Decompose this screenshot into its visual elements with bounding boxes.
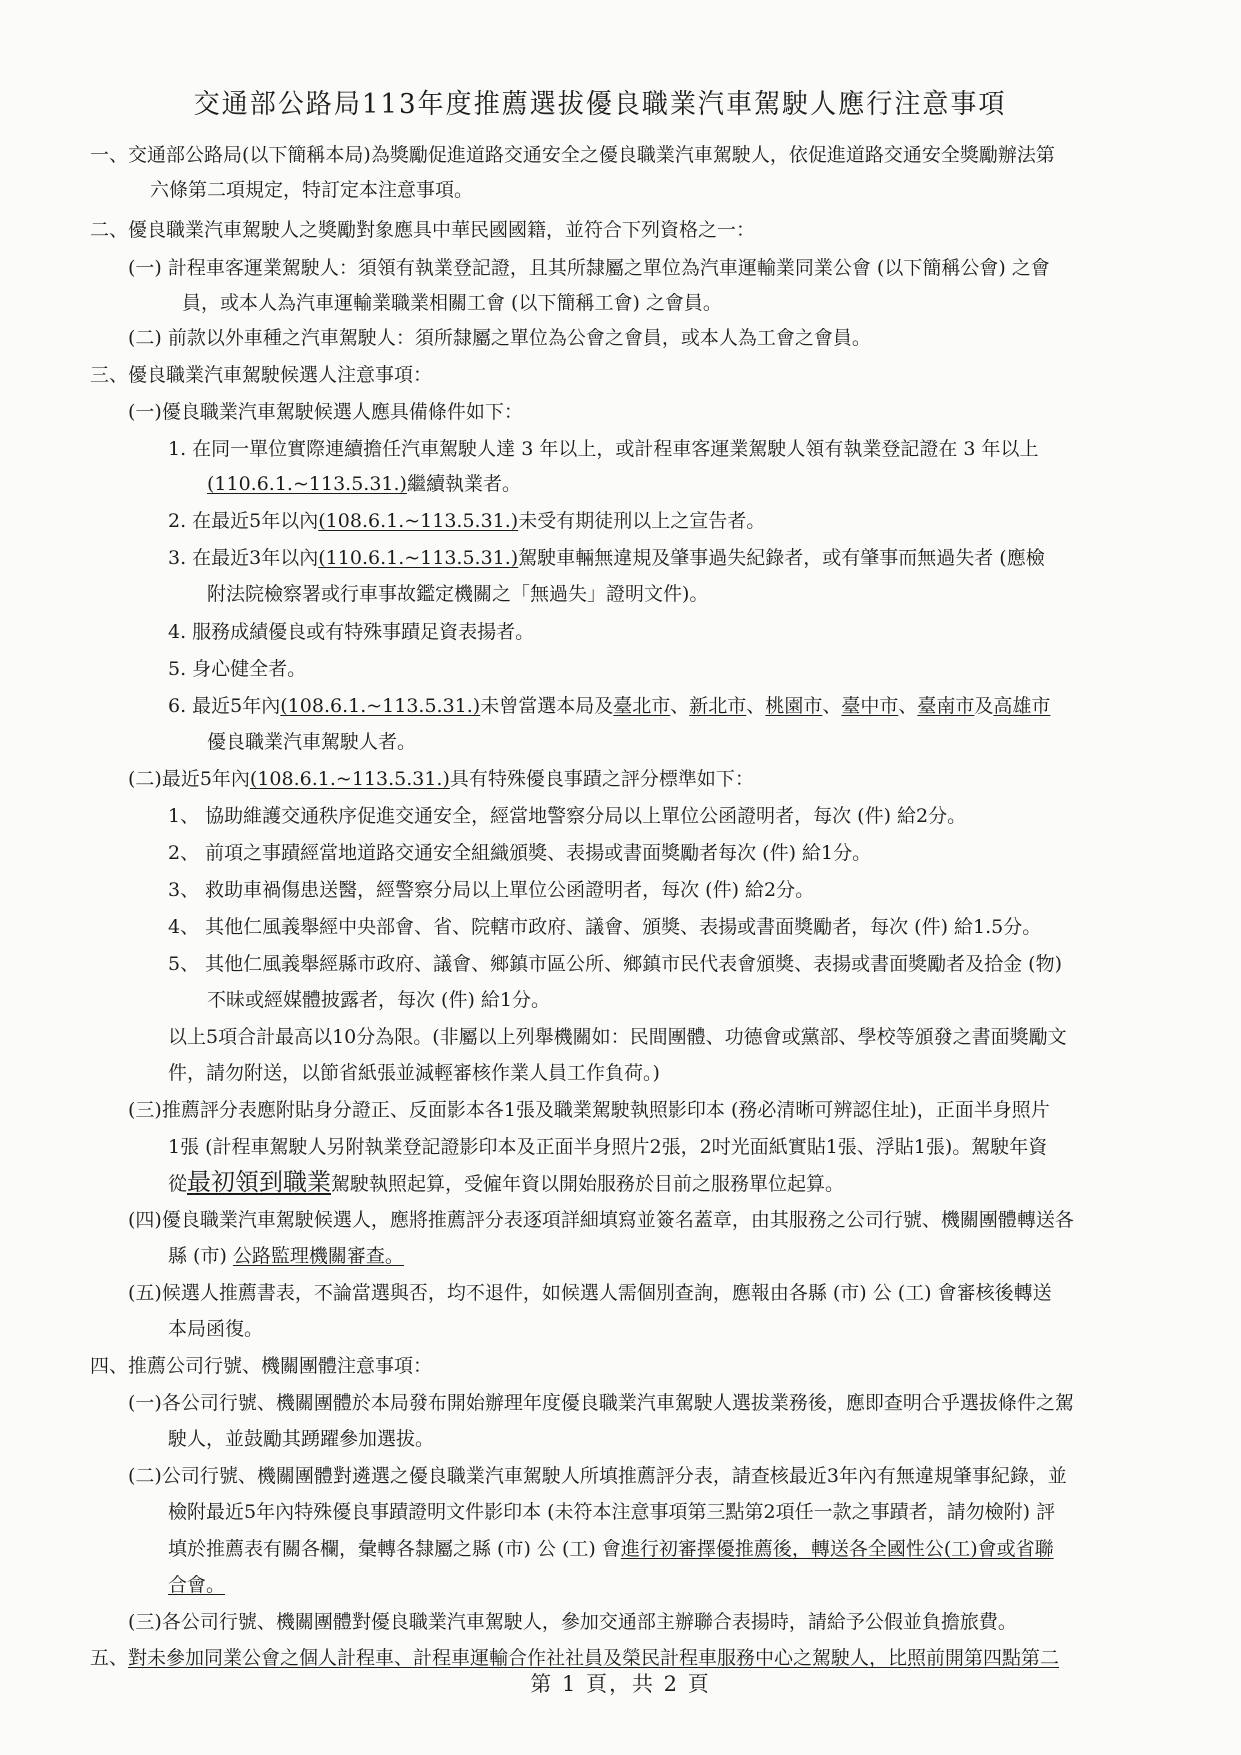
paragraph-line: (五)候選人推薦書表，不論當選與否，均不退件，如候選人需個別查詢，應報由各縣 (市) 公 (工) 會審核後轉送	[128, 1282, 1052, 1304]
paragraph-line: 1張 (計程車駕駛人另附執業登記證影印本及正面半身照片2張，2吋光面紙實貼1張、浮貼1張)。駕駛年資	[168, 1136, 1048, 1158]
paragraph-line: 六條第二項規定，特訂定本注意事項。	[150, 179, 474, 201]
paragraph-line: (一) 計程車客運業駕駛人：須領有執業登記證，且其所隸屬之單位為汽車運輸業同業公會 (以下簡稱公會) 之會	[128, 257, 1050, 279]
paragraph-line: 從最初領到職業駕駛執照起算，受僱年資以開始服務於目前之服務單位起算。	[168, 1168, 845, 1196]
paragraph-line: 縣 (市) 公路監理機關審查。	[168, 1245, 404, 1267]
paragraph-line: 檢附最近5年內特殊優良事蹟證明文件影印本 (未符本注意事項第三點第2項任一款之事蹟者，請勿檢附) 評	[168, 1501, 1056, 1523]
paragraph-line: 4. 服務成績優良或有特殊事蹟足資表揚者。	[168, 621, 535, 643]
page-number: 第 1 頁，共 2 頁	[530, 1672, 711, 1696]
paragraph-line: 二、優良職業汽車駕駛人之獎勵對象應具中華民國國籍，並符合下列資格之一：	[90, 219, 756, 241]
paragraph-line: 以上5項合計最高以10分為限。(非屬以上列舉機關如：民間團體、功德會或黨部、學校等頒發之書面獎勵文	[168, 1026, 1067, 1048]
date-range: (108.6.1.~113.5.31.)	[249, 768, 450, 790]
paragraph-line: 填於推薦表有關各欄，彙轉各隸屬之縣 (市) 公 (工) 會進行初審擇優推薦後，轉送各全國性公(工)會或省聯	[168, 1538, 1054, 1560]
paragraph-line: 1、 協助維護交通秩序促進交通安全，經當地警察分局以上單位公函證明者，每次 (件) 給2分。	[168, 805, 967, 827]
date-range: (110.6.1.~113.5.31.)	[207, 473, 407, 495]
date-range: (108.6.1.~113.5.31.)	[318, 510, 519, 532]
subsection-heading: (一)優良職業汽車駕駛候選人應具備條件如下：	[128, 401, 523, 423]
paragraph-line: (三)推薦評分表應附貼身分證正、反面影本各1張及職業駕駛執照影印本 (務必清晰可辨認住址)，正面半身照片	[128, 1099, 1050, 1121]
paragraph-line: 優良職業汽車駕駛人者。	[207, 731, 417, 753]
paragraph-line: 3. 在最近3年以內(110.6.1.~113.5.31.)駕駛車輛無違規及肇事過失紀錄者，或有肇事而無過失者 (應檢	[168, 547, 1045, 569]
paragraph-line: 4、 其他仁風義舉經中央部會、省、院轄市政府、議會、頒獎、表揚或書面獎勵者，每次 (件) 給1.5分。	[168, 916, 1042, 938]
paragraph-line: 駛人，並鼓勵其踴躍參加選拔。	[168, 1428, 435, 1450]
paragraph-line: (四)優良職業汽車駕駛候選人，應將推薦評分表逐項詳細填寫並簽名蓋章，由其服務之公司行號、機關團體轉送各	[128, 1209, 1074, 1231]
section-heading: 四、推薦公司行號、機關團體注意事項：	[90, 1355, 433, 1377]
paragraph-line: 員，或本人為汽車運輸業職業相關工會 (以下簡稱工會) 之會員。	[182, 292, 722, 314]
paragraph-line: 合會。	[168, 1574, 226, 1596]
paragraph-line: 一、交通部公路局(以下簡稱本局)為獎勵促進道路交通安全之優良職業汽車駕駛人，依促進道路交通安全獎勵辦法第	[90, 144, 1055, 166]
paragraph-line: 五、對未參加同業公會之個人計程車、計程車運輸合作社社員及榮民計程車服務中心之駕駛人，比照前開第四點第二	[90, 1647, 1060, 1669]
paragraph-line: (三)各公司行號、機關團體對優良職業汽車駕駛人，參加交通部主辦聯合表揚時，請給予公假並負擔旅費。	[128, 1611, 1017, 1633]
paragraph-line: (二) 前款以外車種之汽車駕駛人：須所隸屬之單位為公會之會員，或本人為工會之會員。	[128, 327, 871, 349]
paragraph-line: (二)公司行號、機關團體對遴選之優良職業汽車駕駛人所填推薦評分表，請查核最近3年內有無違規肇事紀錄，並	[128, 1465, 1067, 1487]
emphasis-text: 最初領到職業	[187, 1168, 332, 1196]
paragraph-line: 3、 救助車禍傷患送醫，經警察分局以上單位公函證明者，每次 (件) 給2分。	[168, 879, 815, 901]
date-range: (110.6.1.~113.5.31.)	[318, 547, 519, 569]
paragraph-line: 1. 在同一單位實際連續擔任汽車駕駛人達 3 年以上，或計程車客運業駕駛人領有執業登記證在 3 年以上	[168, 438, 1039, 460]
paragraph-line: 2. 在最近5年以內(108.6.1.~113.5.31.)未受有期徒刑以上之宣告者。	[168, 510, 766, 532]
paragraph-line: 2、 前項之事蹟經當地道路交通安全組織頒獎、表揚或書面獎勵者每次 (件) 給1分。	[168, 842, 872, 864]
date-range: (108.6.1.~113.5.31.)	[280, 695, 481, 717]
subsection-heading: (二)最近5年內(108.6.1.~113.5.31.)具有特殊優良事蹟之評分標準如下：	[128, 768, 754, 790]
paragraph-line: 5. 身心健全者。	[168, 658, 307, 680]
document-title: 交通部公路局113年度推薦選拔優良職業汽車駕駛人應行注意事項	[193, 89, 1007, 120]
section-heading: 三、優良職業汽車駕駛候選人注意事項：	[90, 364, 433, 386]
paragraph-line: 附法院檢察署或行車事故鑑定機關之「無過失」證明文件)。	[207, 583, 709, 605]
paragraph-line: 5、 其他仁風義舉經縣市政府、議會、鄉鎮市區公所、鄉鎮市民代表會頒獎、表揚或書面獎勵者及拾金 (物)	[168, 953, 1062, 975]
paragraph-line: 不昧或經媒體披露者，每次 (件) 給1分。	[207, 989, 550, 1011]
paragraph-line: 6. 最近5年內(108.6.1.~113.5.31.)未曾當選本局及臺北市、新北市、桃園市、臺中市、臺南市及高雄市	[168, 695, 1051, 717]
paragraph-line: 本局函復。	[168, 1318, 264, 1340]
paragraph-line: (一)各公司行號、機關團體於本局發布開始辦理年度優良職業汽車駕駛人選拔業務後，應即查明合乎選拔條件之駕	[128, 1392, 1074, 1414]
paragraph-line: (110.6.1.~113.5.31.)繼續執業者。	[207, 473, 521, 495]
paragraph-line: 件，請勿附送，以節省紙張並減輕審核作業人員工作負荷。)	[168, 1062, 660, 1084]
